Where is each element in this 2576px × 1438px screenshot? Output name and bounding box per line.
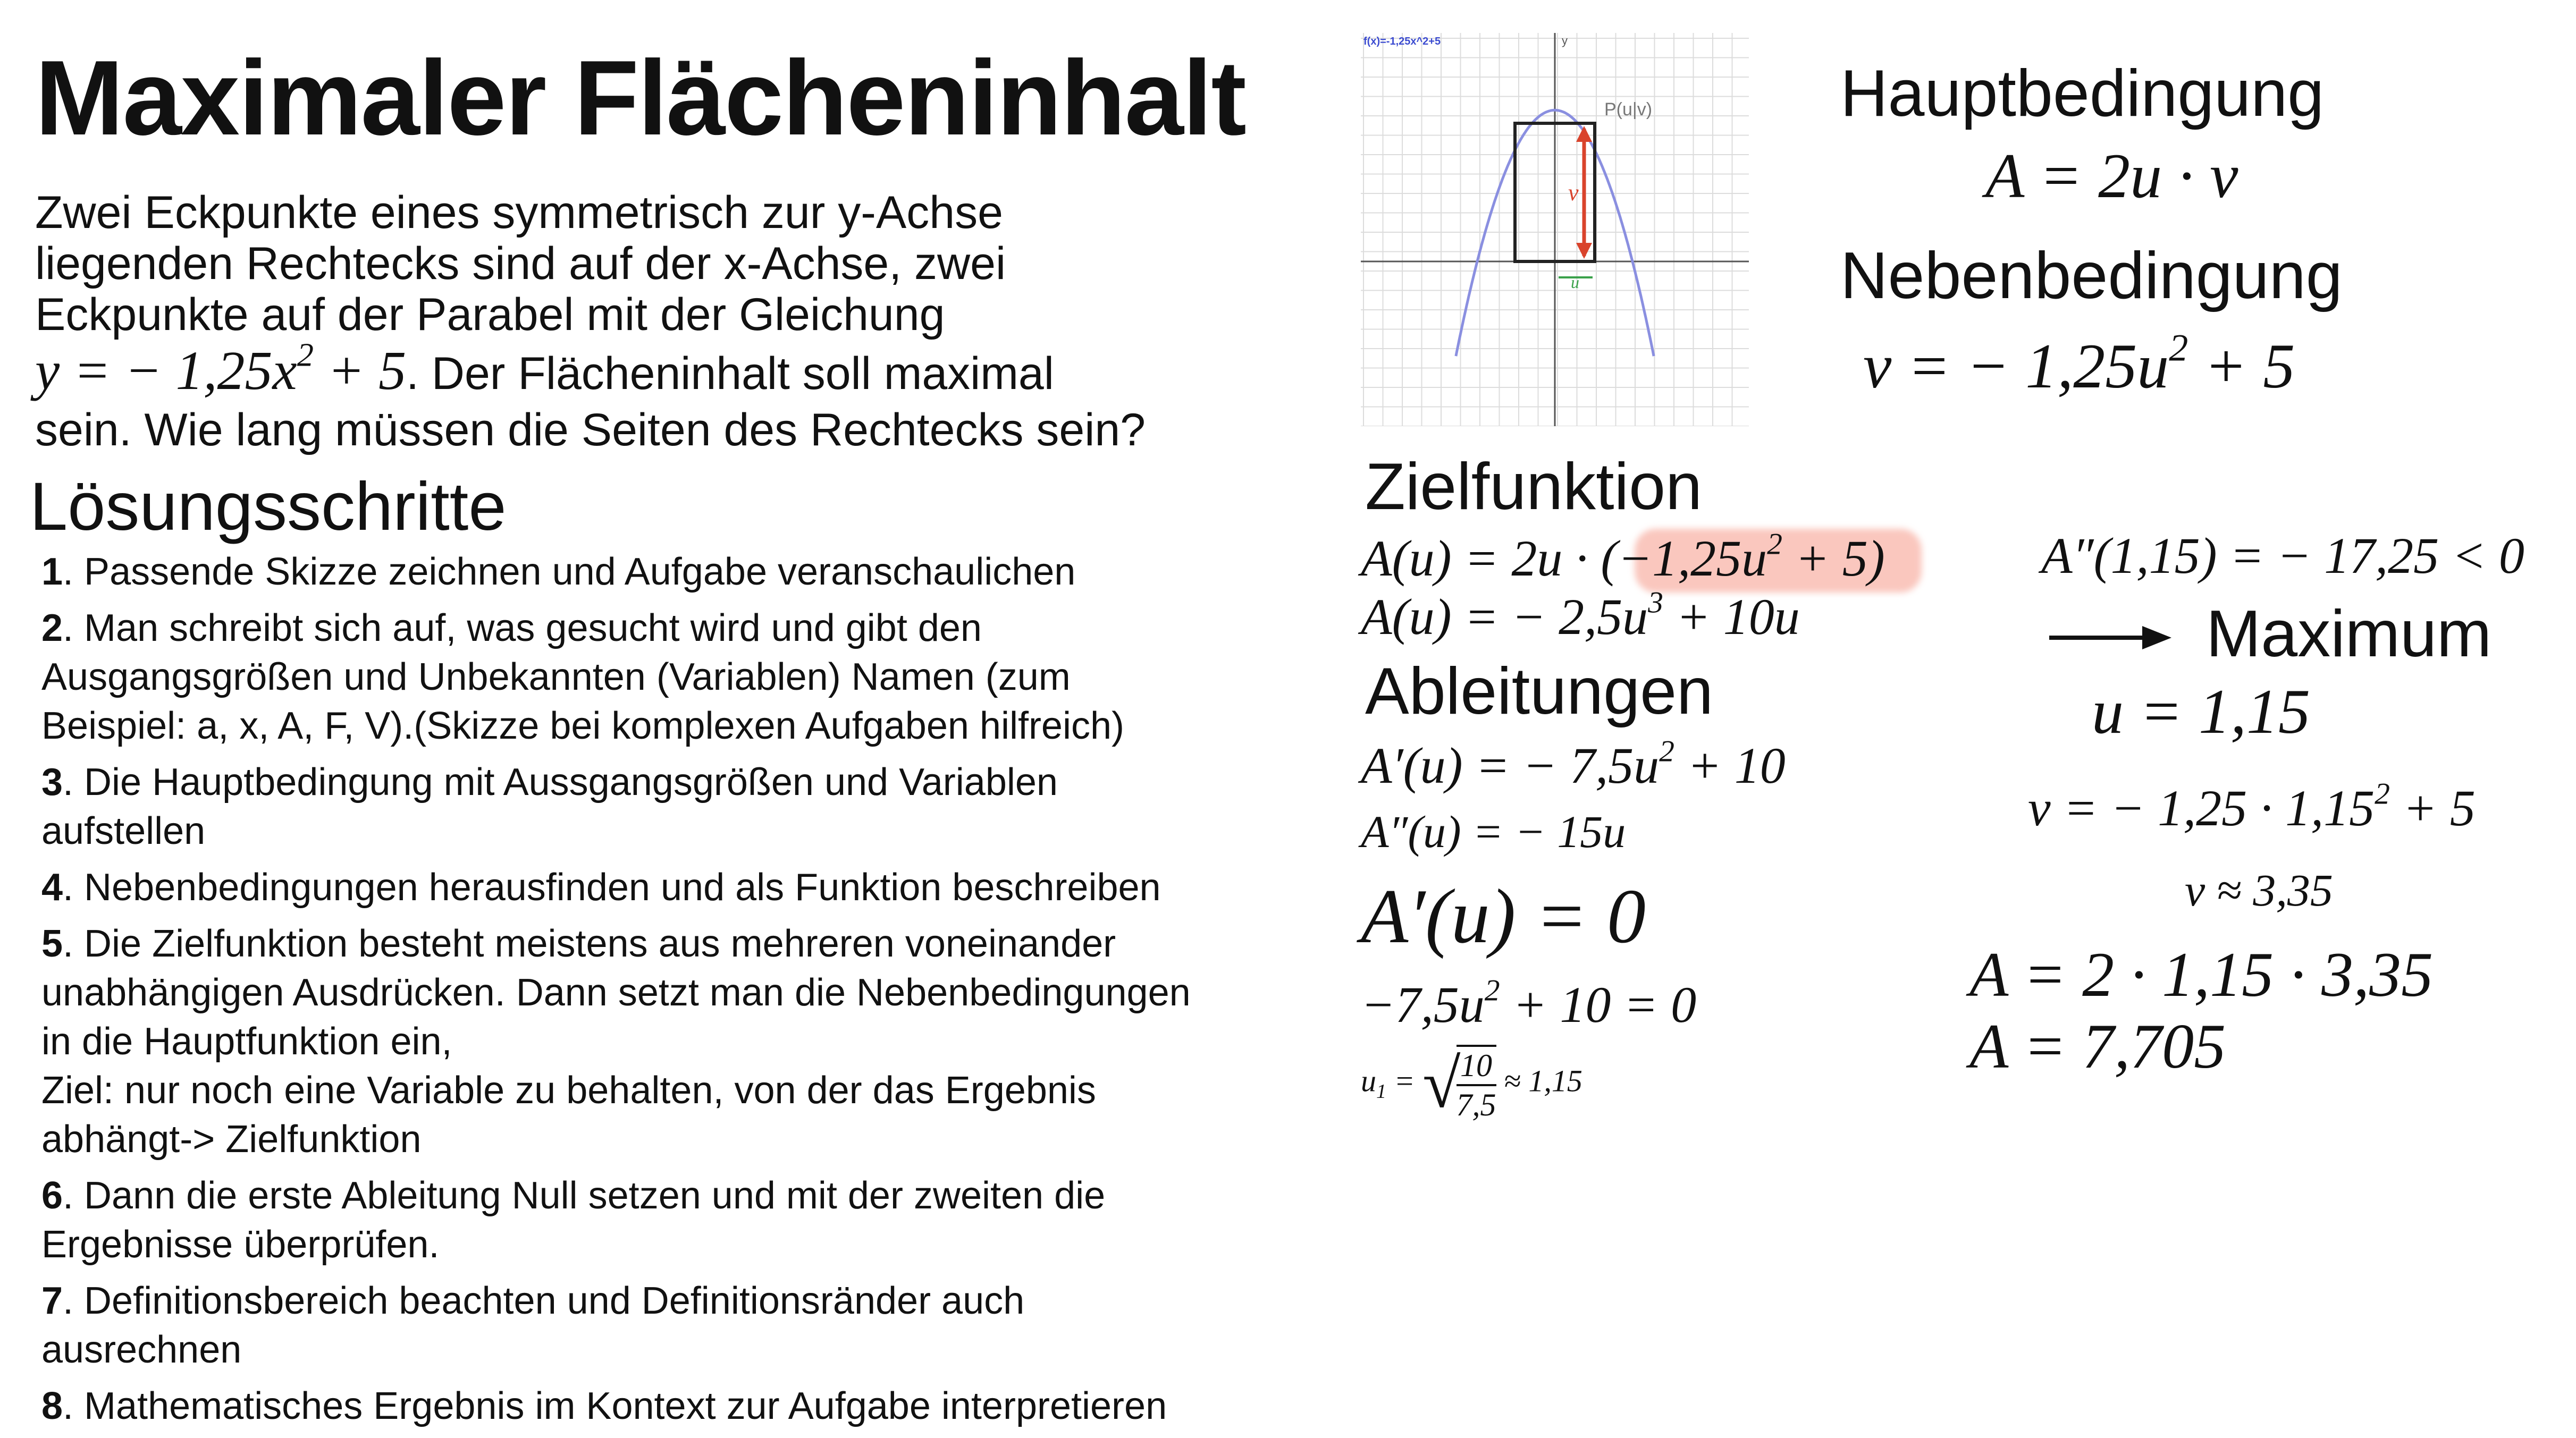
problem-statement (35, 187, 1146, 455)
step-3: 3. Die Hauptbedingung mit Aussgangsgrößen und Variablen aufstellen (41, 761, 1058, 852)
ableitungen-heading: Ableitungen (1365, 655, 1713, 728)
page-title: Maximaler Flächeninhalt (35, 39, 1245, 157)
problem-line-5: sein. Wie lang müssen die Seiten des Rechtecks sein? (35, 404, 1146, 455)
hauptbedingung-equation: A = 2u · v (1985, 140, 2238, 211)
v-calculation: v = − $1,25 \cdot 1,15^2 + 5$ (2028, 777, 2476, 836)
problem-line-1: Zwei Eckpunkte eines symmetrisch zur y-Achse (35, 187, 1003, 238)
root-solution: $u_1$ = √ $\frac{10}{7,5}$ ≈ 1,15 (1361, 1046, 1582, 1122)
nebenbedingung-heading: Nebenbedingung (1840, 239, 2343, 312)
y-axis-label: y (1562, 34, 1568, 47)
solve-equation: $-7,5u^2 + 10 = 0$ (1361, 974, 1697, 1033)
steps-list (41, 547, 1191, 1438)
area-calculation: A = 2 · 1,15 · 3,35 (1969, 939, 2434, 1010)
step-2: 2. Man schreibt sich auf, was gesucht wird und gibt den Ausgangsgrößen und Unbekannten (Variablen) Namen (zum Beispiel: a, x, A, F, V).(Skizze bei komplexen Aufgaben hilfreich) (41, 607, 1124, 747)
v-value: v ≈ 3,35 (2185, 865, 2333, 916)
derivative-zero: A′(u) = 0 (1361, 873, 1646, 959)
step-4: 4. Nebenbedingungen herausfinden und als Funktion beschreiben (41, 866, 1161, 909)
problem-line-3: Eckpunkte auf der Parabel mit der Gleichung (35, 289, 945, 340)
function-label: f(x)=-1,25x^2+5 (1363, 36, 1441, 47)
first-derivative: A′(u) = − $7,5u^2 + 10$ (1361, 734, 1786, 794)
maximum-label: Maximum (2206, 597, 2492, 671)
point-label: P(u|v) (1604, 99, 1653, 120)
zielfunktion-line-1: $A(u) = 2u \cdot (-1,25u^2 + 5)$ (1361, 527, 1885, 587)
u-label: u (1571, 273, 1579, 292)
hauptbedingung-heading: Hauptbedingung (1840, 57, 2325, 130)
step-1: 1. Passende Skizze zeichnen und Aufgabe veranschaulichen (41, 551, 1076, 593)
zielfunktion-line-2: A(u) = − $2,5u^3 + 10u$ (1361, 586, 1800, 645)
arrow-right-icon (2049, 622, 2171, 654)
nebenbedingung-equation: v = − $1,25u^2 + 5$ (1863, 326, 2295, 401)
parabola-equation: y = − $1,25x^2 + 5$ (35, 336, 407, 401)
step-7: 7. Definitionsbereich beachten und Definitionsränder auch ausrechnen (41, 1280, 1025, 1371)
u-value: u = 1,15 (2092, 676, 2310, 747)
step-5: 5. Die Zielfunktion besteht meistens aus mehreren voneinander unabhängigen Ausdrücken. Dann setzt man die Nebenbedingungen in die Hauptfunktion ein, Ziel: nur noch eine Variable zu behalten, von der das Ergebnis abhängt-> Zielfunktion (41, 923, 1191, 1161)
second-derivative-check: A″(1,15) = − 17,25 < 0 (2041, 527, 2524, 584)
problem-line-2: liegenden Rechtecks sind auf der x-Achse, zwei (35, 238, 1006, 289)
v-label: v (1568, 180, 1579, 206)
zielfunktion-heading: Zielfunktion (1365, 450, 1703, 523)
problem-line-4: y = − $1,25x^2 + 5$. Der Flächeninhalt soll maximal (35, 336, 1054, 401)
parabola-sketch (1361, 33, 1749, 426)
step-6: 6. Dann die erste Ableitung Null setzen und mit der zweiten die Ergebnisse überprüfen. (41, 1174, 1106, 1266)
second-derivative: A″(u) = − 15u (1361, 806, 1626, 857)
area-value: A = 7,705 (1969, 1011, 2226, 1081)
step-8: 8. Mathematisches Ergebnis im Kontext zur Aufgabe interpretieren (41, 1385, 1167, 1427)
steps-heading: Lösungsschritte (30, 469, 507, 545)
